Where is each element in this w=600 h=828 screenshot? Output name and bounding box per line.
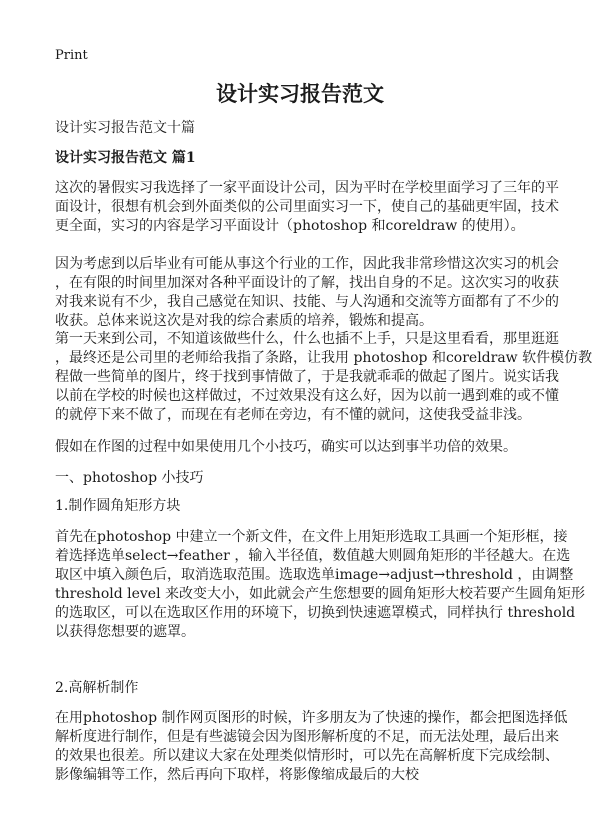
text-line: 的选取区，可以在选取区作用的环境下，切换到快速遮罩模式，同样执行 threshold [55,605,576,621]
subtitle: 设计实习报告范文十篇 [55,120,195,136]
text-line: ，最终还是公司里的老师给我指了条路，让我用 photoshop 和coreldraw 软件模仿教 [55,350,593,366]
text-line: 假如在作图的过程中如果使用几个小技巧，确实可以达到事半功倍的效果。 [55,439,517,455]
text-line: 2.高解析制作 [55,680,139,696]
text-line: 在用photoshop 制作网页图形的时候，许多朋友为了快速的操作，都会把图选择低 [55,710,568,726]
text-line: threshold level 来改变大小，如此就会产生您想要的圆角矩形大校若要产生圆角矩形 [55,586,586,602]
text-line: 首先在photoshop 中建立一个新文件，在文件上用矩形选取工具画一个矩形框，接 [55,529,568,545]
text-line: 解析度进行制作，但是有些滤镜会因为图形解析度的不足，而无法处理，最后出来 [55,729,559,745]
paragraph-2 [55,255,559,331]
text-line: 因为考虑到以后毕业有可能从事这个行业的工作，因此我非常珍惜这次实习的机会 [55,256,559,272]
document-title: 设计实习报告范文 [216,82,384,106]
section-heading: 设计实习报告范文 篇1 [55,150,196,166]
text-line: 收获。总体来说这次是对我的综合素质的培养，锻炼和提高。 [55,313,433,329]
text-line: 一、photoshop 小技巧 [55,470,204,486]
text-line: 1.制作圆角矩形方块 [55,498,181,514]
paragraph-3 [55,330,592,425]
text-line: 这次的暑假实习我选择了一家平面设计公司，因为平时在学校里面学习了三年的平 [55,180,559,196]
subheading-high-res [55,679,138,698]
text-line: ，在有限的时间里加深对各种平面设计的了解，找出自身的不足。这次实习的收获 [55,275,559,291]
text-line: 更全面，实习的内容是学习平面设计（photoshop 和coreldraw 的使用）。 [55,218,525,234]
text-line: 的就停下来不做了，而现在有老师在旁边，有不懂的就问，这使我受益非浅。 [55,407,531,423]
text-line: 以获得您想要的遮罩。 [55,624,195,640]
text-line: 以前在学校的时候也这样做过，不过效果没有这么好，因为以前一遇到难的或不懂 [55,388,559,404]
text-line: 的效果也很差。所以建议大家在处理类似情形时，可以先在高解析度下完成绘制、 [55,748,559,764]
text-line: 第一天来到公司，不知道该做些什么，什么也插不上手，只是这里看看，那里逛逛 [55,331,559,347]
paragraph-5 [55,528,585,642]
text-line: 对我来说有不少，我自己感觉在知识、技能、与人沟通和交流等方面都有了不少的 [55,294,559,310]
subheading-rounded-rect [55,497,180,516]
subheading-photoshop-tips [55,469,204,488]
text-line: 程做一些简单的图片，终于找到事情做了，于是我就乖乖的做起了图片。说实话我 [55,369,559,385]
text-line: 取区中填入颜色后，取消选取范围。选取选单image→adjust→threshold ，由调整 [55,567,574,583]
print-label: Print [55,48,88,63]
paragraph-1 [55,179,559,236]
paragraph-4 [55,438,517,457]
text-line: 着选择选单select→feather ，输入半径值，数值越大则圆角矩形的半径越大。在选 [55,548,571,564]
paragraph-6 [55,709,568,785]
text-line: 面设计，很想有机会到外面类似的公司里面实习一下，使自己的基础更牢固，技术 [55,199,559,215]
text-line: 影像编辑等工作，然后再向下取样，将影像缩成最后的大校 [55,767,419,783]
